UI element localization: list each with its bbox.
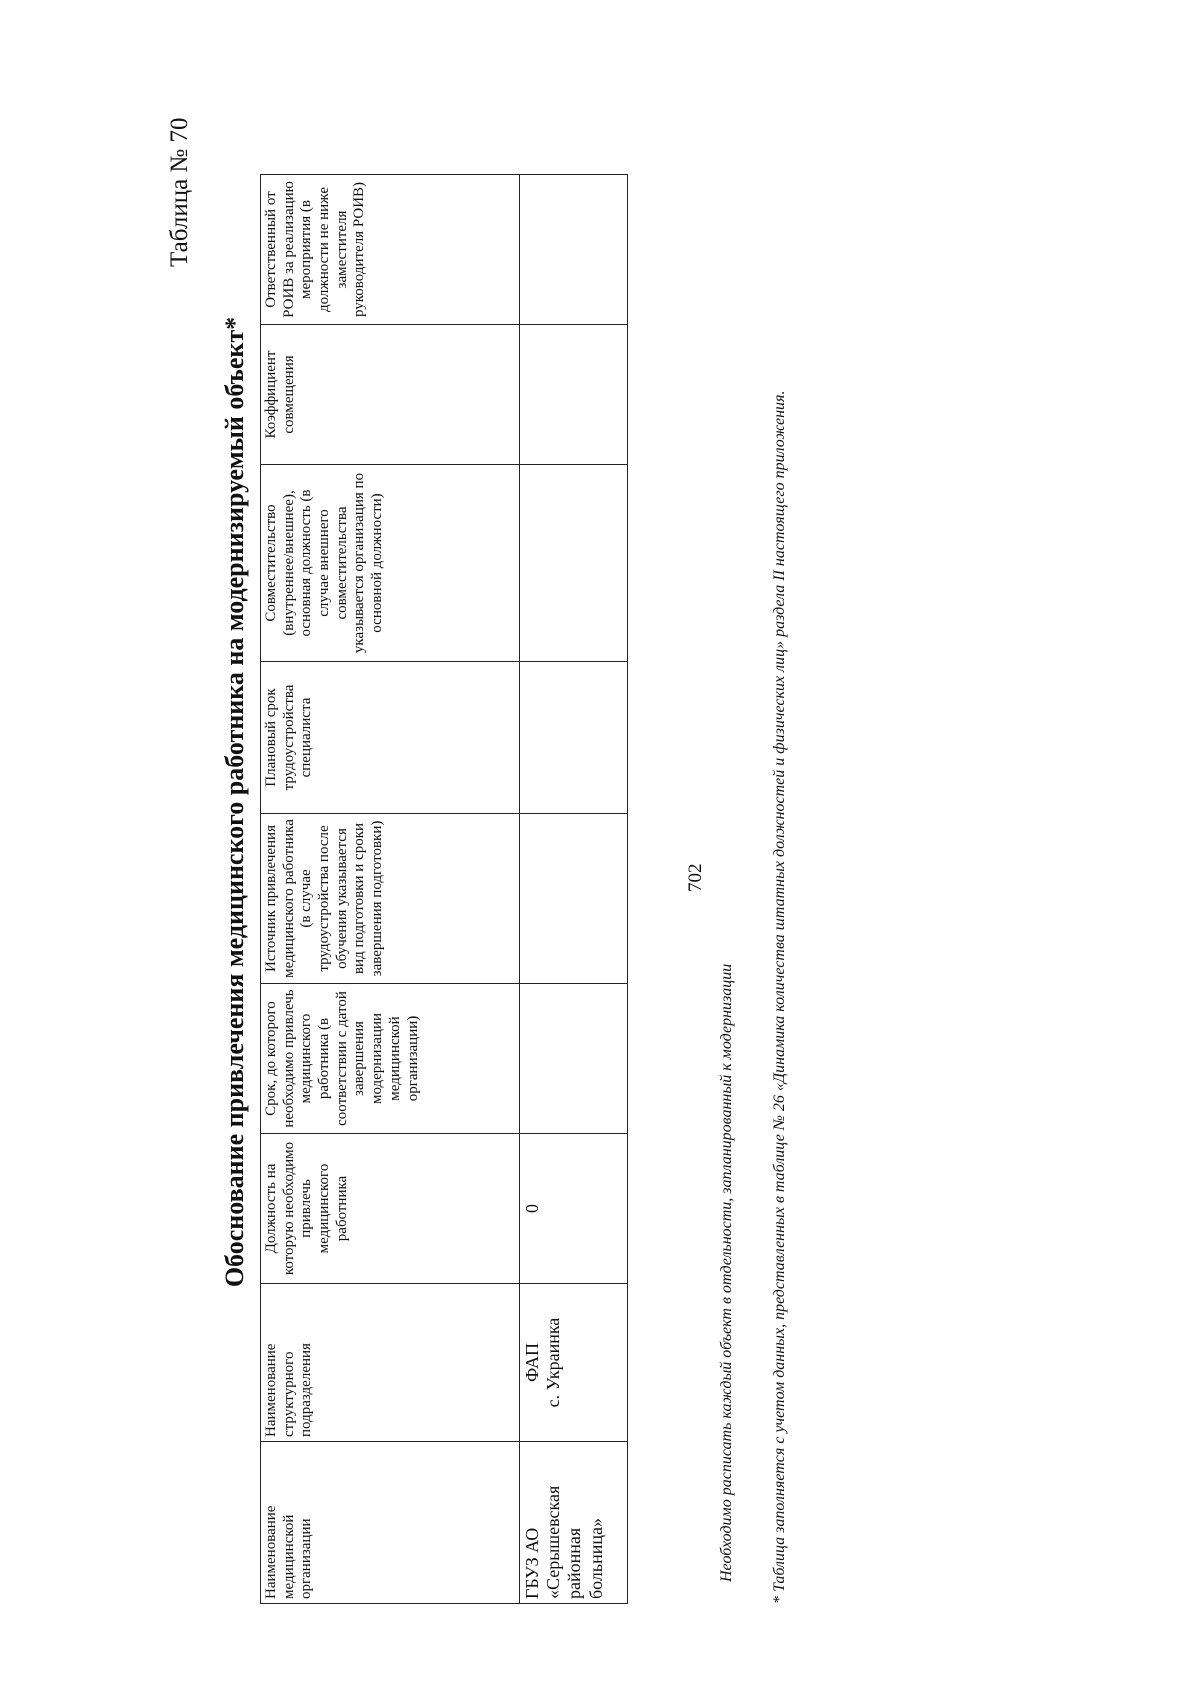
cell-deadline [520, 984, 628, 1134]
footnote-text: * Таблица заполняется с учетом данных, представленных в таблице № 26 «Динамика количества штатных должностей и физических лиц» раздела II настоящего приложения. [771, 390, 788, 1604]
cell-position: 0 [520, 1134, 628, 1284]
subdivision-village: с. Украинка [543, 1317, 564, 1408]
cell-subdivision [520, 1284, 628, 1442]
cell-coefficient [520, 325, 628, 465]
header-coefficient: Коэффициент совмещения [261, 325, 520, 465]
cell-organization: ГБУЗ АО «Серышевская районная больница» [520, 1442, 628, 1604]
justification-table [260, 174, 628, 1604]
header-deadline: Срок, до которого необходимо привлечь медицинского работника (в соответствии с датой завершения модернизации медицинской организации) [261, 984, 520, 1134]
header-source: Источник привлечения медицинского работника (в случае трудоустройства после обучения указывается вид подготовки и сроки завершения подготовки) [261, 814, 520, 984]
header-position: Должность на которую необходимо привлечь медицинского работника [261, 1134, 520, 1284]
cell-source [520, 814, 628, 984]
header-planned-date: Плановый срок трудоустройства специалиста [261, 662, 520, 814]
header-combination: Совместительство (внутреннее/внешнее), основная должность (в случае внешнего совместительства указывается организация по основной должности) [261, 465, 520, 662]
header-subdivision: Наименование структурного подразделения [261, 1284, 520, 1442]
header-organization: Наименование медицинской организации [261, 1442, 520, 1604]
table-header-row [261, 175, 520, 1604]
cell-responsible [520, 175, 628, 325]
page-number: 702 [685, 863, 706, 892]
header-responsible: Ответственный от РОИВ за реализацию мероприятия (в должности не ниже заместителя руководителя РОИВ) [261, 175, 520, 325]
document-title: Обоснование привлечения медицинского работника на модернизируемый объект* [220, 316, 249, 1288]
subdivision-type: ФАП [522, 1342, 542, 1383]
cell-combination [520, 465, 628, 662]
note-text: Необходимо расписать каждый объект в отдельности, запланированный к модернизации [718, 963, 735, 1582]
table-number: Таблица № 70 [166, 117, 193, 267]
table-row [520, 175, 628, 1604]
cell-planned-date [520, 662, 628, 814]
